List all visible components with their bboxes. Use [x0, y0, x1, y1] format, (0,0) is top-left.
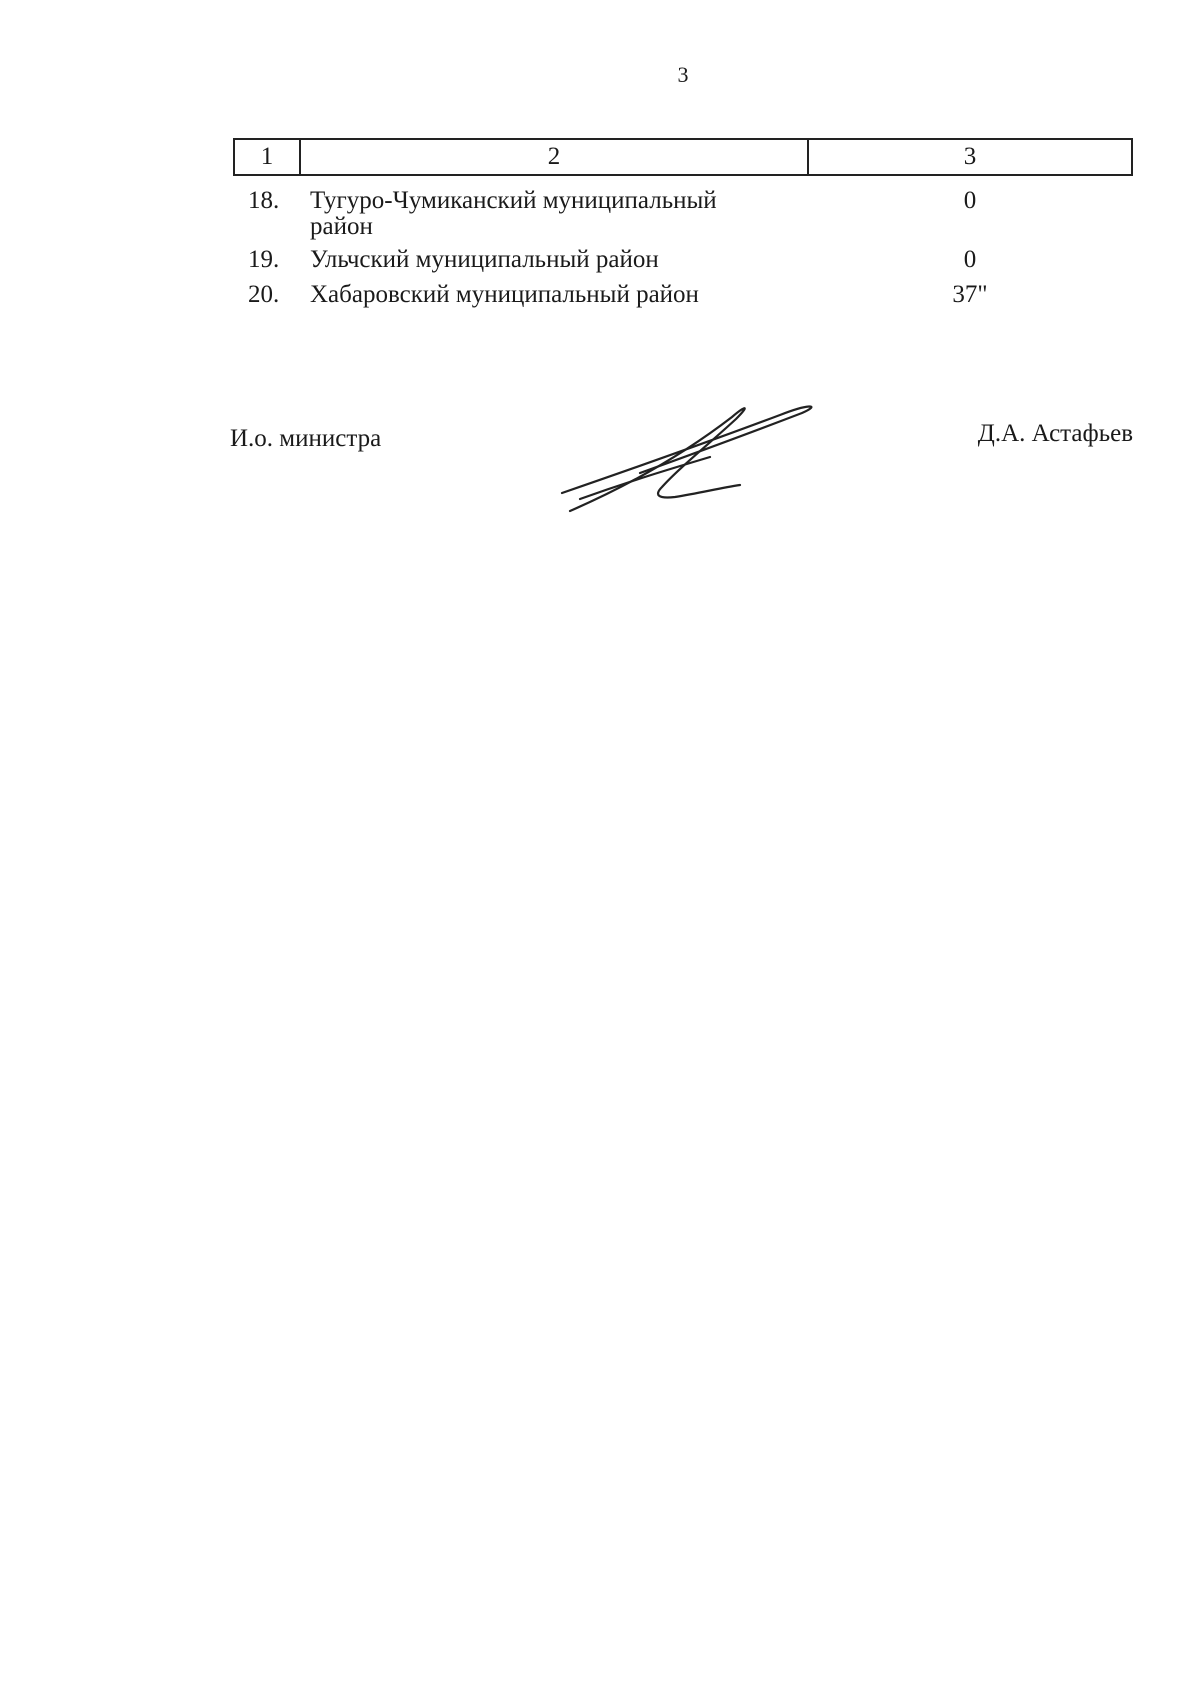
table-row: [233, 282, 1133, 312]
row-number: 20.: [248, 281, 280, 308]
table-row: [233, 188, 1133, 244]
table-header-cell-3: 3: [963, 143, 977, 170]
table-header: [233, 138, 1133, 176]
row-number: 19.: [248, 246, 280, 273]
row-value: 0: [963, 246, 977, 273]
row-number: 18.: [248, 187, 280, 214]
row-name-line: район: [310, 213, 373, 240]
row-value: 0: [963, 187, 977, 214]
table-row: [233, 247, 1133, 277]
row-name: Ульчский муниципальный район: [310, 246, 659, 273]
signatory-name: Д.А. Астафьев: [977, 420, 1133, 447]
table-header-cell-2: 2: [301, 140, 809, 174]
table-header-cell-1: 1: [235, 140, 301, 174]
row-name: Хабаровский муниципальный район: [310, 281, 699, 308]
signatory-role: И.о. министра: [230, 425, 382, 452]
row-value: 37": [952, 281, 988, 308]
row-name: [310, 188, 780, 240]
page-number: 3: [677, 62, 689, 87]
handwritten-signature: [550, 395, 850, 520]
row-name-line: Тугуро-Чумиканский муниципальный: [310, 187, 717, 214]
